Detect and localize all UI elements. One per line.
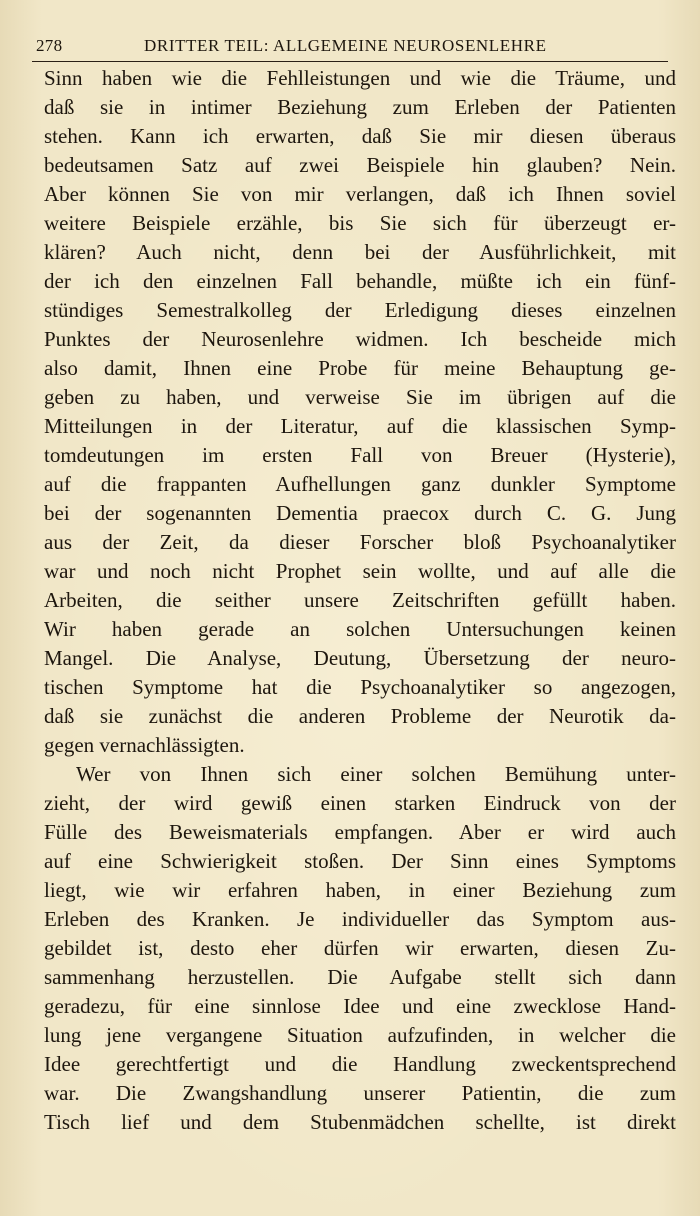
text-line: war und noch nicht Prophet sein wollte, und auf alle die: [44, 559, 676, 583]
text-line: Fülle des Beweismaterials empfangen. Aber er wird auch: [44, 820, 676, 844]
body-text: [44, 64, 676, 1137]
text-line: stehen. Kann ich erwarten, daß Sie mir diesen überaus: [44, 124, 676, 148]
text-line: aus der Zeit, da dieser Forscher bloß Psychoanalytiker: [44, 530, 676, 554]
page-header: [32, 34, 670, 60]
paragraph-end-line: gegen vernachlässigten.: [44, 733, 245, 757]
text-line: gebildet ist, desto eher dürfen wir erwarten, diesen Zu-: [44, 936, 676, 960]
text-line: klären? Auch nicht, denn bei der Ausführlichkeit, mit: [44, 240, 676, 264]
text-line: tomdeutungen im ersten Fall von Breuer (Hysterie),: [44, 443, 676, 467]
text-line: weitere Beispiele erzähle, bis Sie sich für überzeugt er-: [44, 211, 676, 235]
running-head: DRITTER TEIL: ALLGEMEINE NEUROSENLEHRE: [144, 36, 547, 55]
text-line: auf die frappanten Aufhellungen ganz dunkler Symptome: [44, 472, 676, 496]
text-line: daß sie zunächst die anderen Probleme der Neurotik da-: [44, 704, 676, 728]
text-line: Mangel. Die Analyse, Deutung, Übersetzung der neuro-: [44, 646, 676, 670]
text-line: Erleben des Kranken. Je individueller das Symptom aus-: [44, 907, 676, 931]
text-line: bedeutsamen Satz auf zwei Beispiele hin glauben? Nein.: [44, 153, 676, 177]
text-line: geradezu, für eine sinnlose Idee und eine zwecklose Hand-: [44, 994, 676, 1018]
header-rule: [32, 61, 668, 62]
page-number: 278: [36, 36, 63, 55]
text-line: stündiges Semestralkolleg der Erledigung dieses einzelnen: [44, 298, 676, 322]
text-line: bei der sogenannten Dementia praecox durch C. G. Jung: [44, 501, 676, 525]
text-line: Sinn haben wie die Fehlleistungen und wie die Träume, und: [44, 66, 676, 90]
text-line: Idee gerechtfertigt und die Handlung zweckentsprechend: [44, 1052, 676, 1076]
text-line: Tisch lief und dem Stubenmädchen schellte, ist direkt: [44, 1110, 676, 1134]
text-line: daß sie in intimer Beziehung zum Erleben der Patienten: [44, 95, 676, 119]
text-line: also damit, Ihnen eine Probe für meine Behauptung ge-: [44, 356, 676, 380]
text-line: auf eine Schwierigkeit stoßen. Der Sinn eines Symptoms: [44, 849, 676, 873]
text-line: sammenhang herzustellen. Die Aufgabe stellt sich dann: [44, 965, 676, 989]
text-line: liegt, wie wir erfahren haben, in einer Beziehung zum: [44, 878, 676, 902]
text-line: geben zu haben, und verweise Sie im übrigen auf die: [44, 385, 676, 409]
text-line: Mitteilungen in der Literatur, auf die klassischen Symp-: [44, 414, 676, 438]
text-line: Aber können Sie von mir verlangen, daß ich Ihnen soviel: [44, 182, 676, 206]
text-line: der ich den einzelnen Fall behandle, müßte ich ein fünf-: [44, 269, 676, 293]
text-line: Arbeiten, die seither unsere Zeitschriften gefüllt haben.: [44, 588, 676, 612]
text-line: war. Die Zwangshandlung unserer Patientin, die zum: [44, 1081, 676, 1105]
text-line: Wir haben gerade an solchen Untersuchungen keinen: [44, 617, 676, 641]
text-line: zieht, der wird gewiß einen starken Eindruck von der: [44, 791, 676, 815]
paragraph-start-line: Wer von Ihnen sich einer solchen Bemühung unter-: [76, 762, 676, 786]
text-line: tischen Symptome hat die Psychoanalytiker so angezogen,: [44, 675, 676, 699]
text-line: lung jene vergangene Situation aufzufinden, in welcher die: [44, 1023, 676, 1047]
text-line: Punktes der Neurosenlehre widmen. Ich bescheide mich: [44, 327, 676, 351]
